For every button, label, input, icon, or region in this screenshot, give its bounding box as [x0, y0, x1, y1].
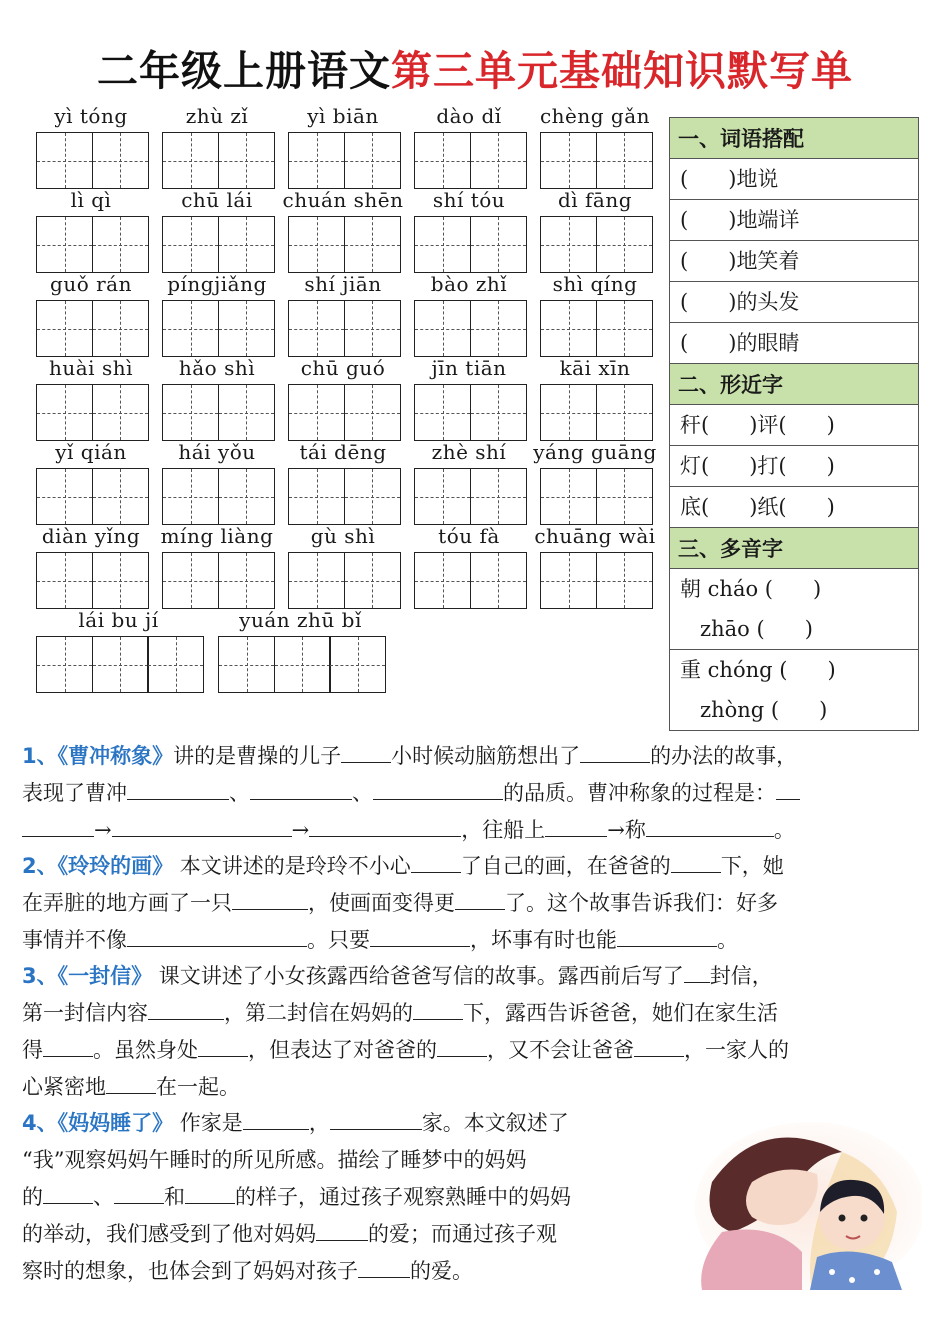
text: ， — [308, 1111, 330, 1135]
text: 察时的想象，也体会到了妈妈对孩子 — [22, 1259, 358, 1283]
pinyin-label: píngjiǎng — [167, 272, 267, 296]
writing-boxes — [36, 636, 204, 693]
tianzige-cell[interactable] — [470, 384, 527, 441]
tianzige-cell[interactable] — [540, 468, 597, 525]
blank[interactable] — [22, 814, 94, 837]
text: 的样子，通过孩子观察熟睡中的妈妈 — [235, 1185, 571, 1209]
blank[interactable] — [358, 1255, 410, 1278]
text: 、 — [229, 781, 250, 805]
blank[interactable] — [43, 1034, 93, 1057]
match-row[interactable]: ( )地说 — [670, 159, 918, 200]
writing-boxes — [288, 468, 401, 525]
writing-boxes — [540, 300, 653, 357]
text: 在一起。 — [156, 1075, 240, 1099]
blank[interactable] — [455, 887, 505, 910]
tianzige-cell[interactable] — [36, 636, 93, 693]
tianzige-cell[interactable] — [329, 636, 386, 693]
tianzige-cell[interactable] — [344, 216, 401, 273]
text: ，又不会让爸爸 — [487, 1038, 634, 1062]
blank[interactable] — [617, 924, 717, 947]
text: 下，她 — [720, 854, 784, 878]
text: 的 — [22, 1185, 43, 1209]
writing-boxes — [540, 552, 653, 609]
text: ，第二封信在妈妈的 — [224, 1001, 413, 1025]
tianzige-cell[interactable] — [596, 216, 653, 273]
pinyin-label: diàn yǐng — [41, 524, 141, 548]
tianzige-cell[interactable] — [162, 468, 219, 525]
text: 和 — [164, 1185, 185, 1209]
pinyin-label: zhù zǐ — [185, 104, 249, 128]
tianzige-cell[interactable] — [414, 468, 471, 525]
text: ，坏事有时也能 — [470, 928, 617, 952]
tianzige-cell[interactable] — [92, 216, 149, 273]
writing-boxes — [540, 132, 653, 189]
tianzige-cell[interactable] — [470, 132, 527, 189]
question-3 — [22, 958, 927, 1106]
tianzige-cell[interactable] — [470, 552, 527, 609]
similar-row[interactable]: 秆( )评( ) — [670, 405, 918, 446]
blank[interactable] — [250, 777, 352, 800]
pinyin-label: hǎo shì — [178, 356, 256, 380]
pinyin-label: kāi xīn — [559, 356, 631, 380]
tianzige-cell[interactable] — [344, 384, 401, 441]
tianzige-cell[interactable] — [596, 132, 653, 189]
writing-boxes — [288, 300, 401, 357]
text: 的办法的故事， — [650, 744, 798, 768]
text: 第一封信内容 — [22, 1001, 148, 1025]
text: “我”观察妈妈午睡时的所见所感。描绘了睡梦中的妈妈 — [22, 1148, 527, 1172]
polyphone-line: zhāo ( ) — [680, 617, 813, 641]
tianzige-cell[interactable] — [288, 216, 345, 273]
blank[interactable] — [373, 777, 503, 800]
tianzige-cell[interactable] — [596, 468, 653, 525]
text: ，一家人的 — [684, 1038, 789, 1062]
writing-boxes — [288, 216, 401, 273]
writing-boxes — [162, 132, 275, 189]
text: 本文讲述的是玲玲不小心 — [173, 854, 411, 878]
pinyin-label: yǐ qián — [55, 440, 127, 464]
writing-boxes — [36, 552, 149, 609]
blank[interactable] — [127, 777, 229, 800]
tianzige-cell[interactable] — [288, 384, 345, 441]
pinyin-label: míng liàng — [160, 524, 274, 548]
blank[interactable] — [413, 997, 463, 1020]
match-row[interactable]: ( )地笑着 — [670, 241, 918, 282]
text: 下，露西告诉爸爸，她们在家生活 — [463, 1001, 778, 1025]
tianzige-cell[interactable] — [470, 468, 527, 525]
writing-boxes — [288, 132, 401, 189]
text: 的品质。曹冲称象的过程是： — [503, 781, 776, 805]
tianzige-cell[interactable] — [414, 300, 471, 357]
tianzige-cell[interactable] — [92, 300, 149, 357]
blank[interactable] — [106, 1071, 156, 1094]
blank[interactable] — [776, 777, 800, 800]
blank[interactable] — [43, 1181, 93, 1204]
text: 得 — [22, 1038, 43, 1062]
tianzige-cell[interactable] — [218, 384, 275, 441]
mother-child-illustration — [692, 1112, 922, 1290]
writing-boxes — [288, 384, 401, 441]
tianzige-cell[interactable] — [147, 636, 204, 693]
text: 在弄脏的地方画了一只 — [22, 891, 232, 915]
text: 事情并不像 — [22, 928, 127, 952]
section-similar-chars: 二、形近字 — [670, 364, 918, 405]
text: 作家是 — [173, 1111, 243, 1135]
tianzige-cell[interactable] — [36, 132, 93, 189]
writing-boxes — [540, 384, 653, 441]
tianzige-cell[interactable] — [288, 552, 345, 609]
side-table — [669, 117, 919, 731]
tianzige-cell[interactable] — [36, 300, 93, 357]
pinyin-label: shí tóu — [432, 188, 506, 212]
tianzige-cell[interactable] — [36, 468, 93, 525]
tianzige-cell[interactable] — [36, 552, 93, 609]
blank[interactable] — [580, 740, 650, 763]
similar-row[interactable]: 灯( )打( ) — [670, 446, 918, 487]
blank[interactable] — [341, 740, 391, 763]
text: 。只要 — [307, 928, 370, 952]
match-row[interactable]: ( )的眼睛 — [670, 323, 918, 364]
blank[interactable] — [684, 960, 710, 983]
writing-boxes — [414, 216, 527, 273]
tianzige-cell[interactable] — [540, 132, 597, 189]
writing-boxes — [414, 384, 527, 441]
question-2 — [22, 848, 927, 959]
blank[interactable] — [330, 1107, 422, 1130]
text: 了。这个故事告诉我们：好多 — [505, 891, 778, 915]
pinyin-label: chuán shēn — [282, 188, 404, 212]
writing-boxes — [36, 384, 149, 441]
match-row[interactable]: ( )的头发 — [670, 282, 918, 323]
writing-boxes — [36, 216, 149, 273]
tianzige-cell[interactable] — [414, 552, 471, 609]
tianzige-cell[interactable] — [92, 552, 149, 609]
question-label: 4、《妈妈睡了》 — [22, 1111, 174, 1135]
writing-boxes — [414, 300, 527, 357]
tianzige-cell[interactable] — [540, 552, 597, 609]
text: ，往船上 — [461, 818, 546, 842]
blank[interactable] — [198, 1034, 248, 1057]
polyphone-zhao[interactable] — [670, 569, 918, 650]
blank[interactable] — [148, 997, 224, 1020]
pinyin-label: chū lái — [181, 188, 253, 212]
pinyin-label: shì qíng — [552, 272, 638, 296]
writing-boxes — [540, 216, 653, 273]
text: 了自己的画，在爸爸的 — [460, 854, 671, 878]
pinyin-label: huài shì — [49, 356, 133, 380]
tianzige-cell[interactable] — [596, 384, 653, 441]
tianzige-cell[interactable] — [92, 636, 149, 693]
pinyin-label: yuán zhū bǐ — [239, 608, 362, 632]
text: 封信， — [709, 964, 773, 988]
blank[interactable] — [545, 814, 607, 837]
blank[interactable] — [411, 850, 461, 873]
text: 。 — [717, 928, 738, 952]
tianzige-cell[interactable] — [162, 552, 219, 609]
blank[interactable] — [243, 1107, 309, 1130]
pinyin-label: yì biān — [307, 104, 379, 128]
section-word-match: 一、词语搭配 — [670, 118, 918, 159]
blank[interactable] — [437, 1034, 487, 1057]
text: 课文讲述了小女孩露西给爸爸写信的故事。露西前后写了 — [152, 964, 684, 988]
tianzige-cell[interactable] — [288, 132, 345, 189]
blank[interactable] — [232, 887, 308, 910]
tianzige-cell[interactable] — [162, 300, 219, 357]
tianzige-cell[interactable] — [470, 216, 527, 273]
similar-row[interactable]: 底( )纸( ) — [670, 487, 918, 528]
text: 心紧密地 — [22, 1075, 106, 1099]
pinyin-label: shí jiān — [304, 272, 382, 296]
tianzige-cell[interactable] — [414, 132, 471, 189]
tianzige-cell[interactable] — [414, 216, 471, 273]
pinyin-label: yáng guāng — [533, 440, 657, 464]
tianzige-cell[interactable] — [162, 384, 219, 441]
pinyin-label: lái bu jí — [78, 608, 159, 632]
tianzige-cell[interactable] — [344, 468, 401, 525]
text: 、 — [352, 781, 373, 805]
tianzige-cell[interactable] — [92, 132, 149, 189]
tianzige-cell[interactable] — [36, 384, 93, 441]
polyphone-line: 朝 cháo ( ) — [680, 577, 822, 601]
blank[interactable] — [370, 924, 470, 947]
tianzige-cell[interactable] — [596, 552, 653, 609]
tianzige-cell[interactable] — [288, 300, 345, 357]
text: 小时候动脑筋想出了 — [391, 744, 581, 768]
text: 讲的是曹操的儿子 — [173, 744, 342, 768]
tianzige-cell[interactable] — [218, 132, 275, 189]
text: ，使画面变得更 — [308, 891, 455, 915]
blank[interactable] — [185, 1181, 235, 1204]
tianzige-cell[interactable] — [344, 552, 401, 609]
writing-boxes — [162, 216, 275, 273]
pinyin-label: tóu fà — [438, 524, 500, 548]
writing-boxes — [162, 552, 275, 609]
polyphone-zhong[interactable] — [670, 650, 918, 730]
pinyin-label: yì tóng — [54, 104, 128, 128]
blank[interactable] — [316, 1218, 368, 1241]
writing-boxes — [162, 468, 275, 525]
question-label: 1、《曹冲称象》 — [22, 744, 174, 768]
tianzige-cell[interactable] — [540, 384, 597, 441]
tianzige-cell[interactable] — [344, 300, 401, 357]
writing-boxes — [162, 300, 275, 357]
writing-boxes — [414, 132, 527, 189]
pinyin-label: jīn tiān — [431, 356, 507, 380]
tianzige-cell[interactable] — [288, 468, 345, 525]
text: 表现了曹冲 — [22, 781, 127, 805]
writing-boxes — [162, 384, 275, 441]
tianzige-cell[interactable] — [218, 300, 275, 357]
tianzige-cell[interactable] — [414, 384, 471, 441]
tianzige-cell[interactable] — [218, 636, 275, 693]
tianzige-cell[interactable] — [274, 636, 331, 693]
pinyin-label: zhè shí — [431, 440, 507, 464]
pinyin-label: hái yǒu — [178, 440, 256, 464]
polyphone-line: zhòng ( ) — [680, 698, 828, 722]
text: 、 — [93, 1185, 114, 1209]
section-polyphone: 三、多音字 — [670, 528, 918, 569]
pinyin-label: guǒ rán — [50, 272, 132, 296]
writing-boxes — [36, 468, 149, 525]
pinyin-grid — [22, 104, 662, 704]
tianzige-cell[interactable] — [470, 300, 527, 357]
tianzige-cell[interactable] — [218, 552, 275, 609]
writing-boxes — [414, 552, 527, 609]
writing-boxes — [540, 468, 653, 525]
writing-boxes — [36, 300, 149, 357]
text: → — [94, 818, 112, 842]
question-label: 3、《一封信》 — [22, 964, 153, 988]
text: 的爱；而通过孩子观 — [368, 1222, 557, 1246]
tianzige-cell[interactable] — [162, 132, 219, 189]
pinyin-label: chuāng wài — [534, 524, 656, 548]
text: 家。本文叙述了 — [421, 1111, 569, 1135]
blank[interactable] — [671, 850, 721, 873]
tianzige-cell[interactable] — [218, 216, 275, 273]
tianzige-cell[interactable] — [344, 132, 401, 189]
tianzige-cell[interactable] — [596, 300, 653, 357]
text: 。 — [773, 818, 795, 842]
blank[interactable] — [127, 924, 307, 947]
pinyin-label: tái dēng — [299, 440, 387, 464]
title-unit: 第三单元基础知识默写单 — [391, 47, 853, 95]
text: ，但表达了对爸爸的 — [248, 1038, 437, 1062]
pinyin-label: dì fāng — [557, 188, 633, 212]
question-1 — [22, 738, 927, 849]
blank[interactable] — [112, 814, 292, 837]
tianzige-cell[interactable] — [540, 300, 597, 357]
tianzige-cell[interactable] — [36, 216, 93, 273]
title-grade: 二年级上册语文 — [97, 47, 391, 95]
question-4 — [22, 1105, 682, 1290]
tianzige-cell[interactable] — [92, 468, 149, 525]
polyphone-line: 重 chóng ( ) — [680, 658, 836, 682]
tianzige-cell[interactable] — [540, 216, 597, 273]
pinyin-label: chū guó — [300, 356, 386, 380]
pinyin-label: bào zhǐ — [430, 272, 508, 296]
text: 的举动，我们感受到了他对妈妈 — [22, 1222, 316, 1246]
match-row[interactable]: ( )地端详 — [670, 200, 918, 241]
writing-boxes — [288, 552, 401, 609]
tianzige-cell[interactable] — [218, 468, 275, 525]
blank[interactable] — [634, 1034, 684, 1057]
tianzige-cell[interactable] — [92, 384, 149, 441]
page-title — [0, 38, 950, 97]
pinyin-label: chèng gǎn — [539, 104, 651, 128]
blank[interactable] — [646, 814, 774, 837]
blank[interactable] — [114, 1181, 164, 1204]
blank[interactable] — [309, 814, 461, 837]
text: →称 — [607, 818, 646, 842]
pinyin-label: gù shì — [310, 524, 376, 548]
text: 。虽然身处 — [93, 1038, 198, 1062]
text: 的爱。 — [410, 1259, 473, 1283]
tianzige-cell[interactable] — [162, 216, 219, 273]
question-label: 2、《玲玲的画》 — [22, 854, 174, 878]
writing-boxes — [414, 468, 527, 525]
writing-boxes — [218, 636, 386, 693]
writing-boxes — [36, 132, 149, 189]
pinyin-label: dào dǐ — [436, 104, 502, 128]
text: → — [291, 818, 310, 842]
pinyin-label: lì qì — [70, 188, 112, 212]
